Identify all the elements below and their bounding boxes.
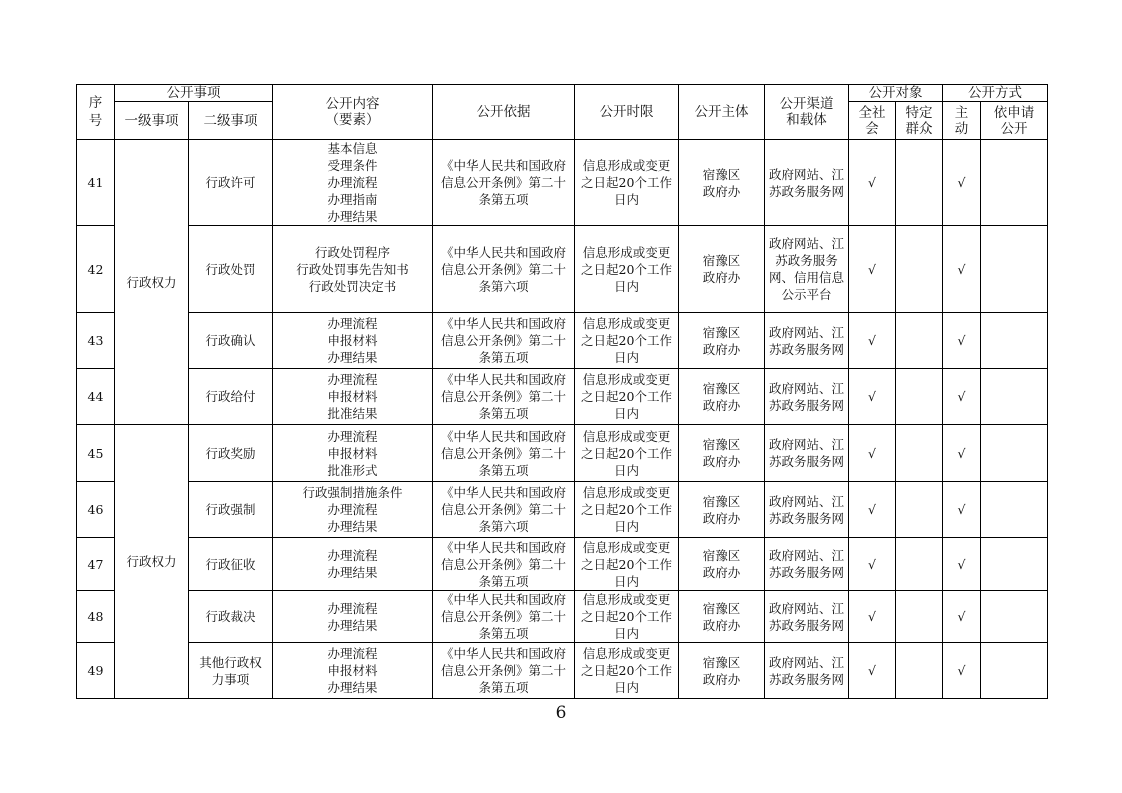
- row-target-specific: [896, 591, 943, 643]
- row-level1: 行政权力: [115, 140, 189, 425]
- row-method-request: [981, 538, 1048, 591]
- row-seq: 42: [77, 226, 115, 313]
- row-level2: 行政奖励: [189, 425, 273, 482]
- row-subject: 宿豫区 政府办: [679, 538, 765, 591]
- row-method-request: [981, 482, 1048, 538]
- row-seq: 48: [77, 591, 115, 643]
- row-level2: 行政许可: [189, 140, 273, 226]
- row-channel: 政府网站、江苏政务服务网: [765, 591, 849, 643]
- row-subject: 宿豫区 政府办: [679, 643, 765, 699]
- row-seq: 49: [77, 643, 115, 699]
- row-channel: 政府网站、江苏政务服务网: [765, 140, 849, 226]
- row-method-active: √: [943, 425, 981, 482]
- row-level2: 行政裁决: [189, 591, 273, 643]
- row-channel: 政府网站、江苏政务服务网: [765, 425, 849, 482]
- row-basis: 《中华人民共和国政府信息公开条例》第二十条第五项: [433, 313, 575, 369]
- row-target-specific: [896, 425, 943, 482]
- table-row: [77, 482, 1048, 538]
- table-row: [77, 643, 1048, 699]
- row-level2: 其他行政权力事项: [189, 643, 273, 699]
- header-content: 公开内容 （要素）: [273, 85, 433, 140]
- header-method: 公开方式: [943, 85, 1048, 102]
- row-content: 办理流程 申报材料 批准形式: [273, 425, 433, 482]
- row-time: 信息形成或变更之日起20个工作日内: [575, 482, 679, 538]
- row-method-active: √: [943, 226, 981, 313]
- row-seq: 41: [77, 140, 115, 226]
- row-method-active: √: [943, 313, 981, 369]
- row-target-specific: [896, 482, 943, 538]
- row-channel: 政府网站、江苏政务服务网: [765, 643, 849, 699]
- row-level2: 行政处罚: [189, 226, 273, 313]
- header-target: 公开对象: [849, 85, 943, 102]
- row-method-request: [981, 226, 1048, 313]
- row-method-active: √: [943, 538, 981, 591]
- row-target-all: √: [849, 140, 896, 226]
- row-method-request: [981, 643, 1048, 699]
- row-method-request: [981, 425, 1048, 482]
- row-basis: 《中华人民共和国政府信息公开条例》第二十条第五项: [433, 425, 575, 482]
- header-target-specific: 特定 群众: [896, 102, 943, 140]
- row-seq: 45: [77, 425, 115, 482]
- row-channel: 政府网站、江苏政务服务网: [765, 482, 849, 538]
- row-target-all: √: [849, 538, 896, 591]
- row-target-specific: [896, 538, 943, 591]
- row-target-all: √: [849, 643, 896, 699]
- row-seq: 46: [77, 482, 115, 538]
- row-content: 办理流程 办理结果: [273, 591, 433, 643]
- header-channel: 公开渠道 和载体: [765, 85, 849, 140]
- row-time: 信息形成或变更之日起20个工作日内: [575, 643, 679, 699]
- row-basis: 《中华人民共和国政府信息公开条例》第二十条第五项: [433, 538, 575, 591]
- row-content: 办理流程 申报材料 批准结果: [273, 369, 433, 425]
- row-subject: 宿豫区 政府办: [679, 226, 765, 313]
- table-row: [77, 591, 1048, 643]
- row-seq: 43: [77, 313, 115, 369]
- header-subject: 公开主体: [679, 85, 765, 140]
- row-basis: 《中华人民共和国政府信息公开条例》第二十条第五项: [433, 643, 575, 699]
- row-level2: 行政确认: [189, 313, 273, 369]
- header-basis: 公开依据: [433, 85, 575, 140]
- row-subject: 宿豫区 政府办: [679, 313, 765, 369]
- row-subject: 宿豫区 政府办: [679, 591, 765, 643]
- table-row: [77, 369, 1048, 425]
- row-target-all: √: [849, 226, 896, 313]
- row-level2: 行政强制: [189, 482, 273, 538]
- row-method-active: √: [943, 140, 981, 226]
- row-time: 信息形成或变更之日起20个工作日内: [575, 538, 679, 591]
- row-method-active: √: [943, 369, 981, 425]
- row-subject: 宿豫区 政府办: [679, 482, 765, 538]
- row-target-all: √: [849, 425, 896, 482]
- row-target-all: √: [849, 482, 896, 538]
- row-seq: 44: [77, 369, 115, 425]
- row-basis: 《中华人民共和国政府信息公开条例》第二十条第六项: [433, 482, 575, 538]
- header-level1: 一级事项: [115, 102, 189, 140]
- row-content: 基本信息 受理条件 办理流程 办理指南 办理结果: [273, 140, 433, 226]
- row-time: 信息形成或变更之日起20个工作日内: [575, 313, 679, 369]
- row-target-specific: [896, 643, 943, 699]
- row-subject: 宿豫区 政府办: [679, 140, 765, 226]
- header-target-all: 全社 会: [849, 102, 896, 140]
- row-content: 办理流程 申报材料 办理结果: [273, 313, 433, 369]
- table-row: [77, 140, 1048, 226]
- row-basis: 《中华人民共和国政府信息公开条例》第二十条第五项: [433, 140, 575, 226]
- row-target-specific: [896, 369, 943, 425]
- row-level2: 行政给付: [189, 369, 273, 425]
- disclosure-table: [76, 84, 1048, 699]
- row-target-all: √: [849, 369, 896, 425]
- row-method-request: [981, 591, 1048, 643]
- row-level2: 行政征收: [189, 538, 273, 591]
- header-items: 公开事项: [115, 85, 273, 102]
- header-method-active: 主 动: [943, 102, 981, 140]
- row-basis: 《中华人民共和国政府信息公开条例》第二十条第五项: [433, 369, 575, 425]
- row-method-active: √: [943, 643, 981, 699]
- row-target-specific: [896, 140, 943, 226]
- row-subject: 宿豫区 政府办: [679, 425, 765, 482]
- row-target-all: √: [849, 313, 896, 369]
- row-time: 信息形成或变更之日起20个工作日内: [575, 226, 679, 313]
- row-subject: 宿豫区 政府办: [679, 369, 765, 425]
- row-level1: 行政权力: [115, 425, 189, 699]
- row-content: 办理流程 申报材料 办理结果: [273, 643, 433, 699]
- row-method-active: √: [943, 591, 981, 643]
- table-row: [77, 538, 1048, 591]
- header-level2: 二级事项: [189, 102, 273, 140]
- row-target-all: √: [849, 591, 896, 643]
- row-content: 办理流程 办理结果: [273, 538, 433, 591]
- table-row: [77, 226, 1048, 313]
- row-time: 信息形成或变更之日起20个工作日内: [575, 591, 679, 643]
- row-content: 行政强制措施条件 办理流程 办理结果: [273, 482, 433, 538]
- row-time: 信息形成或变更之日起20个工作日内: [575, 140, 679, 226]
- table-row: [77, 313, 1048, 369]
- header-time: 公开时限: [575, 85, 679, 140]
- row-time: 信息形成或变更之日起20个工作日内: [575, 369, 679, 425]
- row-channel: 政府网站、江苏政务服务网: [765, 538, 849, 591]
- row-method-request: [981, 140, 1048, 226]
- row-target-specific: [896, 313, 943, 369]
- row-method-active: √: [943, 482, 981, 538]
- row-channel: 政府网站、江苏政务服务网、信用信息公示平台: [765, 226, 849, 313]
- row-target-specific: [896, 226, 943, 313]
- row-content: 行政处罚程序 行政处罚事先告知书 行政处罚决定书: [273, 226, 433, 313]
- row-channel: 政府网站、江苏政务服务网: [765, 313, 849, 369]
- row-channel: 政府网站、江苏政务服务网: [765, 369, 849, 425]
- row-method-request: [981, 313, 1048, 369]
- table-row: [77, 425, 1048, 482]
- row-seq: 47: [77, 538, 115, 591]
- header-seq: 序号: [77, 85, 115, 140]
- row-method-request: [981, 369, 1048, 425]
- row-time: 信息形成或变更之日起20个工作日内: [575, 425, 679, 482]
- page-number: 6: [555, 703, 567, 723]
- row-basis: 《中华人民共和国政府信息公开条例》第二十条第六项: [433, 226, 575, 313]
- header-method-request: 依申请 公开: [981, 102, 1048, 140]
- row-basis: 《中华人民共和国政府信息公开条例》第二十条第五项: [433, 591, 575, 643]
